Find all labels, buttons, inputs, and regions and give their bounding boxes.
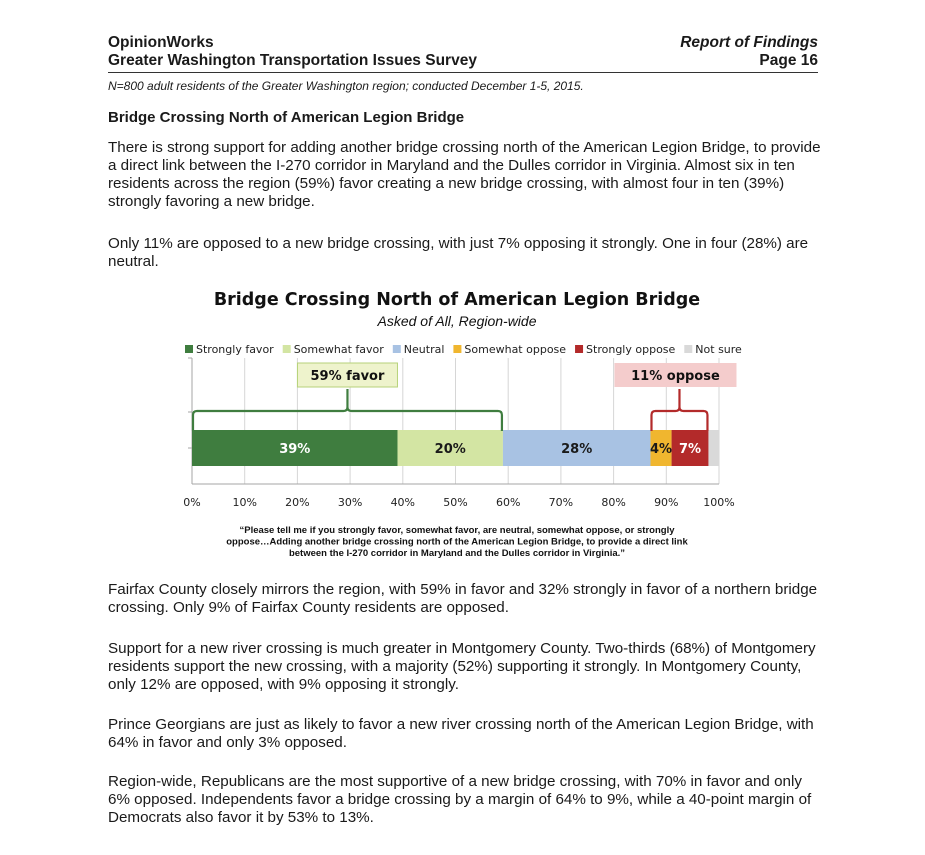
body-paragraph: Region-wide, Republicans are the most supportive of a new bridge crossing, with 70% in favor and only 6% opposed. Independents favor a bridge crossing by a margin of 64% to 9%, while a 40-point margin of Democrats also favor it by 53% to 13%. <box>108 773 812 826</box>
legend-label: Strongly oppose <box>586 343 676 356</box>
chart-title: Bridge Crossing North of American Legion Bridge <box>213 290 701 310</box>
x-tick-label: 50% <box>443 496 468 509</box>
legend-label: Not sure <box>695 343 742 356</box>
bar-data-label: 39% <box>279 442 311 457</box>
org-name: OpinionWorks <box>108 34 214 51</box>
body-paragraph: Support for a new river crossing is much greater in Montgomery County. Two-thirds (68%) of Montgomery residents support the new crossing, with a majority (52%) supporting it strongly. In Montgomery County, only 12% are opposed, with 9% opposing it strongly. <box>108 640 816 693</box>
x-tick-label: 100% <box>703 496 735 509</box>
report-header-left <box>108 34 477 70</box>
legend-swatch <box>185 345 193 353</box>
chart-subtitle: Asked of All, Region-wide <box>377 313 537 329</box>
x-tick-label: 40% <box>390 496 416 509</box>
x-tick-label: 80% <box>601 496 626 509</box>
body-paragraph: Fairfax County closely mirrors the region, with 59% in favor and 32% strongly in favor of a northern bridge crossing. Only 9% of Fairfax County residents are opposed. <box>108 581 818 616</box>
body-paragraph: Prince Georgians are just as likely to favor a new river crossing north of the American Legion Bridge, with 64% in favor and only 3% opposed. <box>108 716 814 751</box>
bar-data-label: 28% <box>561 442 593 457</box>
question-wording-line: oppose…Adding another bridge crossing north of the American Legion Bridge, to provide a direct link <box>226 536 688 548</box>
bridge-support-chart <box>170 284 760 564</box>
bar-data-label: 7% <box>678 442 702 457</box>
legend-label: Neutral <box>403 343 445 356</box>
bar-data-label: 4% <box>649 442 673 457</box>
body-paragraph: There is strong support for adding another bridge crossing north of the American Legion Bridge, to provide a direct link between the I-270 corridor in Maryland and the Dulles corridor in Virginia. Almost six in ten residents across the region (59%) favor creating a new bridge crossing, with almost four in ten (39%) strongly favoring a new bridge. <box>108 139 821 210</box>
x-tick-label: 60% <box>495 496 521 509</box>
chart-plot-area <box>183 358 736 509</box>
report-label: Report of Findings <box>680 34 818 51</box>
question-wording-text <box>226 525 688 559</box>
annotation-bracket <box>651 389 707 431</box>
annotation-label: 59% favor <box>310 369 385 384</box>
methodology-note: N=800 adult residents of the Greater Washington region; conducted December 1-5, 2015. <box>108 79 584 93</box>
question-wording <box>226 525 688 559</box>
question-wording-line: between the I-270 corridor in Maryland and the Dulles corridor in Virginia.” <box>288 548 626 559</box>
x-tick-label: 30% <box>337 496 363 509</box>
legend-swatch <box>453 345 461 353</box>
legend-swatch <box>393 345 401 353</box>
header-divider <box>108 72 818 73</box>
legend-swatch <box>575 345 583 353</box>
legend-label: Strongly favor <box>196 343 274 356</box>
bar-data-label: 20% <box>434 442 466 457</box>
bar-segment <box>708 430 719 466</box>
legend-swatch <box>283 345 291 353</box>
legend-swatch <box>684 345 692 353</box>
survey-title: Greater Washington Transportation Issues Survey <box>108 52 477 69</box>
report-header-right <box>680 34 818 70</box>
body-paragraph: Only 11% are opposed to a new bridge crossing, with just 7% opposing it strongly. One in four (28%) are neutral. <box>108 235 809 270</box>
page-number: Page 16 <box>759 52 818 69</box>
annotation-label: 11% oppose <box>631 369 720 384</box>
x-tick-label: 90% <box>654 496 679 509</box>
x-tick-label: 70% <box>548 496 574 509</box>
section-title: Bridge Crossing North of American Legion Bridge <box>108 109 465 126</box>
x-tick-label: 10% <box>232 496 257 509</box>
chart-legend <box>185 343 742 356</box>
x-tick-label: 20% <box>285 496 310 509</box>
x-tick-label: 0% <box>183 496 201 509</box>
question-wording-line: “Please tell me if you strongly favor, somewhat favor, are neutral, somewhat oppose, or strongly <box>239 525 675 536</box>
legend-label: Somewhat favor <box>293 343 384 356</box>
legend-label: Somewhat oppose <box>464 343 567 356</box>
